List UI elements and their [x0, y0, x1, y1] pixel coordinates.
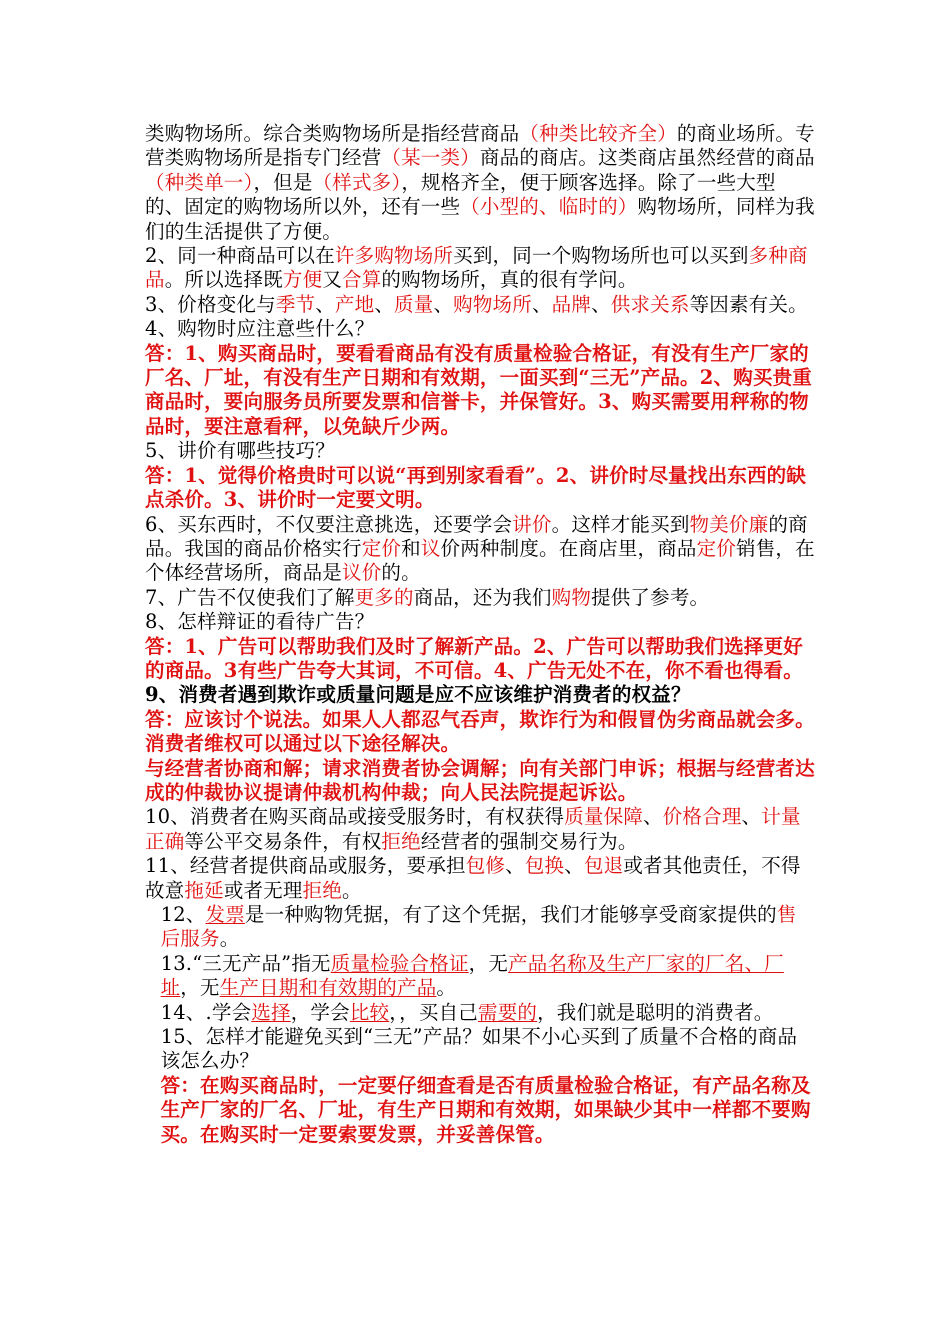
text-segment: 2、同一种商品可以在: [145, 244, 335, 268]
text-segment: 、: [315, 292, 335, 316]
text-segment: 经营者的强制交易行为。: [420, 829, 638, 853]
text-segment: 和: [401, 536, 421, 560]
highlight-text: 质量保障: [564, 805, 644, 829]
paragraph: [145, 1001, 815, 1025]
text-segment: 6、买东西时，不仅要注意挑选，还要学会: [145, 512, 513, 536]
text-segment: 等因素有关。: [689, 292, 808, 316]
highlight-text: 选择: [251, 1000, 291, 1024]
text-segment: ，，买自己: [389, 1000, 478, 1024]
paragraph: [145, 317, 815, 341]
text-segment: 销售，在个体经营场所，商品是: [145, 536, 815, 585]
highlight-text: 计量正确: [145, 805, 801, 853]
text-segment: 。所以选择既: [164, 268, 283, 292]
answer-text: 答：在购买商品时，一定要仔细查看是否有质量检验合格证，有产品名称及生产厂家的厂名、厂址，有生产日期和有效期，如果缺少其中一样都不要购买。在购买时一定要索要发票，并妥善保管。: [160, 1073, 811, 1146]
text-segment: 又: [322, 268, 343, 292]
text-segment: ，学会: [290, 1000, 350, 1024]
highlight-text: 方便: [282, 268, 323, 292]
text-segment: 的。: [381, 561, 421, 585]
text-segment: ，无: [180, 976, 220, 1000]
text-segment: 、: [433, 292, 454, 316]
highlight-text: 品牌: [551, 292, 592, 316]
text-segment: 10、消费者在购买商品或接受服务时，有权获得: [145, 805, 565, 829]
highlight-text: 物美价廉: [689, 512, 769, 536]
answer-text: 答：1、购买商品时，要看看商品有没有质量检验合格证，有没有生产厂家的厂名、厂址，有没有生产日期和有效期，一面买到“三无”产品。2、购买贵重商品时，要向服务员所要发票和信誉卡，并保管好。3、购买需要用秤称的物品时，要注意看秤，以免缺斤少两。: [145, 341, 813, 438]
paragraph: [145, 610, 815, 634]
highlight-text: 质量: [394, 292, 434, 316]
text-segment: 是一种购物凭据，有了这个凭据，我们才能够享受商家提供的: [244, 903, 777, 926]
text-segment: 或者无理: [223, 878, 303, 902]
highlight-text: 包修: [465, 854, 506, 878]
highlight-text: 定价: [361, 536, 402, 560]
text-segment: 4、购物时应注意些什么？: [145, 317, 375, 341]
paragraph: [145, 464, 815, 513]
answer-text: 答：1、觉得价格贵时可以说“再到别家看看”。2、讲价时尽量找出东西的缺点杀价。3、讲价时一定要文明。: [145, 463, 807, 512]
text-segment: 。: [342, 878, 362, 902]
text-segment: 、: [505, 854, 525, 878]
highlight-text: 季节: [275, 292, 316, 316]
paragraph: [145, 903, 815, 952]
answer-text: 答：1、广告可以帮助我们及时了解新产品。2、广告可以帮助我们选择更好的商品。3有些广告夸大其词，不可信。4、广告无处不在，你不看也得看。: [145, 634, 803, 682]
highlight-text: 议: [420, 536, 441, 560]
highlight-text: （种类比较齐全）: [519, 122, 677, 145]
highlight-text: 包退: [583, 854, 624, 878]
highlight-text: 供求关系: [610, 292, 690, 316]
highlight-text: （某一类）: [381, 146, 480, 170]
highlight-text: 包换: [524, 854, 565, 878]
highlight-text: 拖延: [184, 878, 224, 902]
highlight-text: 更多的: [354, 585, 414, 609]
highlight-text: 需要的: [478, 1000, 538, 1024]
text-segment: 、: [591, 292, 611, 316]
highlight-text: 价格合理: [662, 805, 742, 829]
paragraph: [145, 439, 815, 463]
answer-text: 与经营者协商和解；请求消费者协会调解；向有关部门申诉；根据与经营者达成的仲裁协议提请仲裁机构仲裁；向人民法院提起诉讼。: [145, 756, 815, 804]
paragraph: [145, 586, 815, 610]
text-segment: ，无: [468, 951, 509, 975]
highlight-text: 购物场所: [453, 292, 532, 316]
paragraph: [145, 757, 815, 806]
paragraph: [145, 854, 815, 903]
text-segment: 。: [219, 927, 240, 951]
text-segment: 8、怎样辩证的看待广告？: [145, 610, 375, 634]
text-segment: 11、经营者提供商品或服务，要承担: [145, 854, 466, 878]
paragraph: [145, 244, 815, 293]
text-segment: 、: [564, 854, 584, 878]
highlight-text: 讲价: [512, 512, 552, 536]
highlight-text: 产品名称及生产厂家的厂名、厂址: [160, 951, 784, 1000]
answer-text: 答：应该讨个说法。如果人人都忍气吞声，欺诈行为和假冒伪劣商品就会多。消费者维权可以通过以下途径解决。: [145, 707, 815, 756]
text-segment: 3、价格变化与: [145, 292, 276, 316]
highlight-text: 售后服务: [160, 903, 797, 951]
highlight-text: 购物: [551, 585, 592, 609]
text-segment: 。: [436, 976, 457, 1000]
highlight-text: （样式多）: [312, 170, 402, 194]
paragraph: [145, 293, 815, 317]
highlight-text: （种类单一）: [145, 170, 254, 194]
text-segment: ，我们就是聪明的消费者。: [537, 1000, 774, 1024]
text-segment: 或者其他责任，不得故意: [145, 854, 801, 902]
text-segment: ，但是: [253, 170, 313, 194]
text-segment: 价两种制度。在商店里，商品: [440, 536, 697, 560]
text-segment: 、: [643, 805, 663, 829]
text-segment: 15、怎样才能避免买到“三无”产品？如果不小心买到了质量不合格的商品该怎么办？: [160, 1025, 798, 1073]
highlight-text: 生产日期和有效期的产品: [219, 976, 437, 1000]
text-segment: 13.“三无产品”指无: [160, 951, 331, 975]
text-segment: 、: [741, 805, 762, 829]
paragraph: [145, 513, 815, 586]
paragraph: [145, 683, 815, 707]
text-segment: 买到，同一个购物场所也可以买到: [453, 244, 749, 268]
text-segment: 等公平交易条件，有权: [184, 829, 382, 853]
text-segment: 14、.学会: [160, 1000, 252, 1024]
text-segment: 的购物场所，真的很有学问。: [381, 268, 638, 292]
text-segment: 12、: [160, 903, 206, 926]
text-segment: 。这样才能买到: [551, 512, 690, 536]
highlight-text: 拒绝: [302, 878, 343, 902]
text-segment: 9、消费者遇到欺诈或质量问题是应不应该维护消费者的权益？: [145, 683, 691, 707]
highlight-text: 质量检验合格证: [330, 951, 469, 975]
document-body: [145, 122, 815, 1147]
highlight-text: 产地: [334, 292, 375, 316]
text-segment: 5、讲价有哪些技巧？: [145, 439, 335, 463]
text-segment: 7、广告不仅使我们了解: [145, 585, 355, 609]
text-segment: 、: [531, 292, 552, 316]
highlight-text: 合算: [342, 268, 382, 292]
highlight-text: 定价: [696, 536, 737, 560]
paragraph: [145, 342, 815, 440]
paragraph: [145, 1025, 815, 1074]
highlight-text: 议价: [342, 561, 382, 585]
highlight-text: 比较: [349, 1000, 390, 1024]
highlight-text: （小型的、临时的）: [460, 195, 638, 219]
text-segment: 提供了参考。: [591, 585, 710, 609]
paragraph: [145, 805, 815, 854]
paragraph: [145, 122, 815, 244]
paragraph: [145, 952, 815, 1001]
highlight-text: 发票: [205, 903, 245, 926]
text-segment: 购物场所，同样为我们的生活提供了方便。: [145, 195, 815, 243]
paragraph: [145, 1074, 815, 1147]
highlight-text: 拒绝: [381, 829, 421, 853]
text-segment: 的商业场所。专营类购物场所是指专门经营: [145, 122, 815, 170]
highlight-text: 多种商品: [145, 244, 808, 292]
text-segment: 类购物场所。综合类购物场所是指经营商品: [145, 122, 520, 145]
paragraph: [145, 635, 815, 684]
text-segment: 商品的商店。这类商店虽然经营的商品: [479, 146, 815, 170]
paragraph: [145, 708, 815, 757]
text-segment: 的商品。我国的商品价格实行: [145, 512, 808, 560]
text-segment: 、: [374, 292, 395, 316]
text-segment: 商品，还为我们: [413, 585, 552, 609]
text-segment: ，规格齐全，便于顾客选择。除了一些大型的、固定的购物场所以外，还有一些: [145, 170, 776, 219]
highlight-text: 许多购物场所: [334, 244, 454, 268]
